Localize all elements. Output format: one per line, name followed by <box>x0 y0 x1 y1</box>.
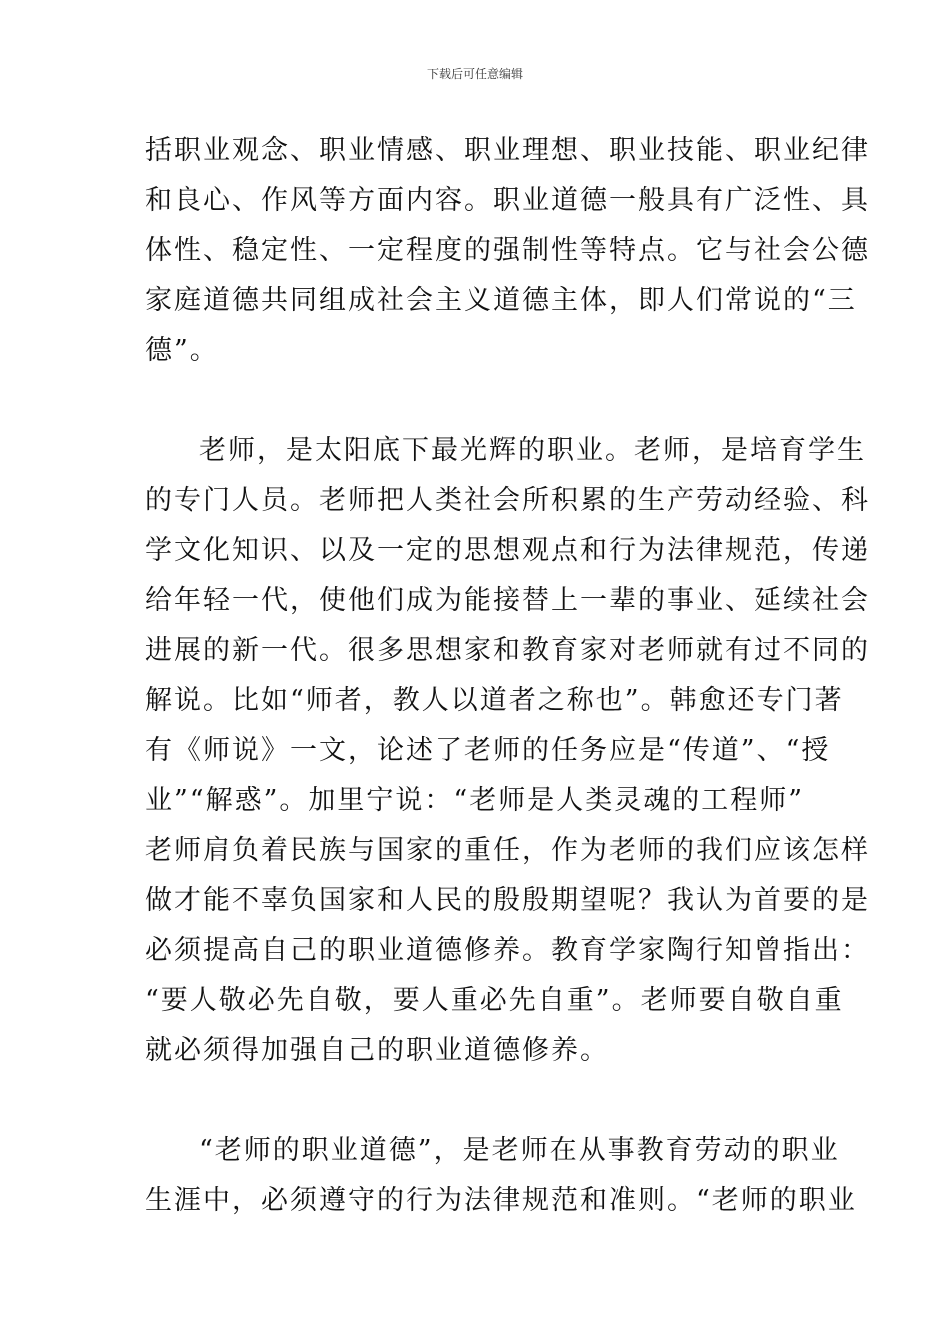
text-line: 做才能不辜负国家和人民的殷殷期望呢？我认为首要的是 <box>145 885 870 916</box>
text-line: 括职业观念、职业情感、职业理想、职业技能、职业纪律 <box>145 135 870 166</box>
text-line: 老师，是太阳底下最光辉的职业。老师，是培育学生 <box>199 435 866 466</box>
paragraph-gap <box>145 1076 807 1126</box>
page-header: 下载后可任意编辑 <box>426 67 523 81</box>
text-line: 生涯中，必须遵守的行为法律规范和准则。“老师的职业 <box>145 1185 857 1216</box>
paragraph-3 <box>145 1126 857 1226</box>
text-line: 业”“解惑”。加里宁说：“老师是人类灵魂的工程师” <box>145 785 805 816</box>
text-line: 体性、稳定性、一定程度的强制性等特点。它与社会公德 <box>145 235 870 266</box>
text-line: 给年轻一代，使他们成为能接替上一辈的事业、延续社会 <box>145 585 870 616</box>
paragraph-2 <box>145 426 870 1076</box>
text-line: 进展的新一代。很多思想家和教育家对老师就有过不同的 <box>145 635 870 666</box>
text-line: “老师的职业道德”，是老师在从事教育劳动的职业 <box>199 1135 840 1166</box>
text-line: 德”。 <box>145 335 219 366</box>
text-line: 解说。比如“师者，教人以道者之称也”。韩愈还专门著 <box>145 685 844 716</box>
text-line: 就必须得加强自己的职业道德修养。 <box>145 1035 609 1066</box>
text-line: 家庭道德共同组成社会主义道德主体，即人们常说的“三 <box>145 285 857 316</box>
text-line: “要人敬必先自敬，要人重必先自重”。老师要自敬自重 <box>145 985 844 1016</box>
document-body <box>145 126 870 1226</box>
text-line: 必须提高自己的职业道德修养。教育学家陶行知曾指出： <box>145 935 870 966</box>
text-line: 有《师说》一文，论述了老师的任务应是“传道”、“授 <box>145 735 831 766</box>
paragraph-1 <box>145 126 870 376</box>
text-line: 老师肩负着民族与国家的重任，作为老师的我们应该怎样 <box>145 835 870 866</box>
text-line: 和良心、作风等方面内容。职业道德一般具有广泛性、具 <box>145 185 870 216</box>
paragraph-gap <box>145 376 807 426</box>
text-line: 的专门人员。老师把人类社会所积累的生产劳动经验、科 <box>145 485 870 516</box>
text-line: 学文化知识、以及一定的思想观点和行为法律规范，传递 <box>145 535 870 566</box>
